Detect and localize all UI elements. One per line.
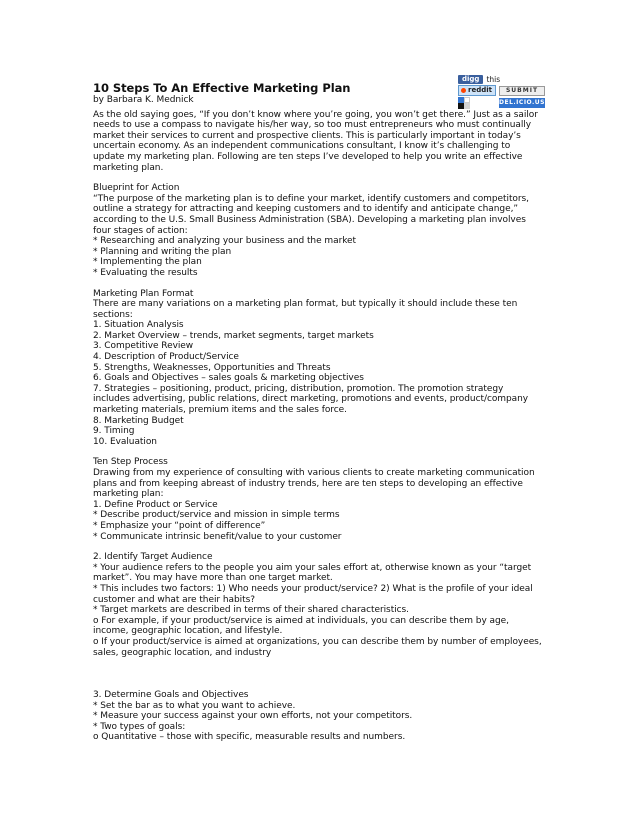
text-line: marketing materials, premium items and the sales force. xyxy=(93,405,347,416)
text-line: update my marketing plan. Following are ten steps I’ve developed to help you write an effective xyxy=(93,151,523,162)
text-line: marketing plan. xyxy=(93,162,164,173)
list-item: 3. Competitive Review xyxy=(93,341,194,352)
digg-logo: digg xyxy=(458,75,483,84)
text-line: sales, geographic location, and industry xyxy=(93,647,272,658)
list-item: 4. Description of Product/Service xyxy=(93,352,239,363)
list-item: * This includes two factors: 1) Who needs your product/service? 2) What is the profile of your ideal xyxy=(93,583,533,594)
text-line: customer and what are their habits? xyxy=(93,594,255,605)
author-byline: by Barbara K. Mednick xyxy=(93,95,194,105)
list-item: * Measure your success against your own efforts, not your competitors. xyxy=(93,711,413,722)
list-item: 10. Evaluation xyxy=(93,436,157,447)
section-spacer xyxy=(93,668,553,690)
list-item: 8. Marketing Budget xyxy=(93,415,184,426)
text-line: uncertain economy. As an independent communications consultant, I know it’s challenging to xyxy=(93,141,511,152)
list-item: * Researching and analyzing your business and the market xyxy=(93,236,357,247)
list-item: o Quantitative – those with specific, measurable results and numbers. xyxy=(93,732,406,743)
text-line: income, geographic location, and lifestyle. xyxy=(93,626,283,637)
step3-section xyxy=(93,690,553,743)
list-item: 6. Goals and Objectives – sales goals & marketing objectives xyxy=(93,373,364,384)
list-item: o For example, if your product/service is aimed at individuals, you can describe them by age, xyxy=(93,615,509,626)
text-line: four stages of action: xyxy=(93,225,188,236)
text-line: As the old saying goes, “If you don’t know where you’re going, you won’t get there.” Just as a sailor xyxy=(93,109,538,120)
text-line: needs to use a compass to navigate his/her way, so too must entrepreneurs who must continually xyxy=(93,120,532,131)
list-item: o If your product/service is aimed at organizations, you can describe them by number of employees, xyxy=(93,636,542,647)
article-body xyxy=(93,80,553,753)
list-item: 1. Situation Analysis xyxy=(93,320,184,331)
list-item: * Communicate intrinsic benefit/value to your customer xyxy=(93,531,342,542)
list-item: * Describe product/service and mission in simple terms xyxy=(93,510,340,521)
list-item: 5. Strengths, Weaknesses, Opportunities and Threats xyxy=(93,362,331,373)
page-title: 10 Steps To An Effective Marketing Plan xyxy=(93,81,351,95)
list-item: * Emphasize your “point of difference” xyxy=(93,520,266,531)
section-heading: Blueprint for Action xyxy=(93,183,180,194)
step-heading: 3. Determine Goals and Objectives xyxy=(93,690,249,701)
text-line: “The purpose of the marketing plan is to define your market, identify customers and competitors, xyxy=(93,193,529,204)
list-item: * Your audience refers to the people you aim your sales effort at, otherwise known as your “target xyxy=(93,562,532,573)
list-item: * Evaluating the results xyxy=(93,267,198,278)
text-line: includes advertising, public relations, direct marketing, promotions and events, product/company xyxy=(93,394,529,405)
list-item: * Target markets are described in terms of their shared characteristics. xyxy=(93,605,409,616)
digg-this-label: this xyxy=(486,74,501,84)
text-line: outline a strategy for attracting and keeping customers and to identify and anticipate change,” xyxy=(93,204,518,215)
list-item: 9. Timing xyxy=(93,426,135,437)
text-line: market”. You may have more than one target market. xyxy=(93,573,333,584)
list-item: 7. Strategies – positioning, product, pricing, distribution, promotion. The promotion strategy xyxy=(93,383,504,394)
list-item: 2. Market Overview – trends, market segments, target markets xyxy=(93,330,374,341)
list-item: * Implementing the plan xyxy=(93,257,202,268)
text-line: Drawing from my experience of consulting with various clients to create marketing communication xyxy=(93,468,535,478)
step2-section xyxy=(93,552,553,658)
text-line: plans and from keeping abreast of industry trends, here are ten steps to developing an effective xyxy=(93,478,523,489)
step-heading: 2. Identify Target Audience xyxy=(93,552,213,563)
text-line: There are many variations on a marketing plan format, but typically it should include these ten xyxy=(93,299,518,310)
list-item: * Planning and writing the plan xyxy=(93,246,232,257)
format-section xyxy=(93,289,553,448)
reddit-logo: reddit xyxy=(458,85,496,96)
reddit-submit-label: SUBMIT xyxy=(499,86,545,96)
blueprint-section xyxy=(93,183,553,278)
section-heading: Marketing Plan Format xyxy=(93,288,194,299)
text-line: sections: xyxy=(93,309,133,320)
list-item: * Set the bar as to what you want to achieve. xyxy=(93,700,296,711)
text-line: marketing plan: xyxy=(93,489,164,500)
step-heading: 1. Define Product or Service xyxy=(93,499,218,510)
process-section xyxy=(93,457,553,542)
text-line: according to the U.S. Small Business Administration (SBA). Developing a marketing plan involves xyxy=(93,214,526,225)
delicious-label: DEL.ICIO.US xyxy=(499,99,545,106)
list-item: * Two types of goals: xyxy=(93,721,186,732)
text-line: market their services to current and prospective clients. This is particularly important in today’s xyxy=(93,130,521,141)
intro-paragraph xyxy=(93,110,553,174)
section-heading: Ten Step Process xyxy=(93,457,168,468)
